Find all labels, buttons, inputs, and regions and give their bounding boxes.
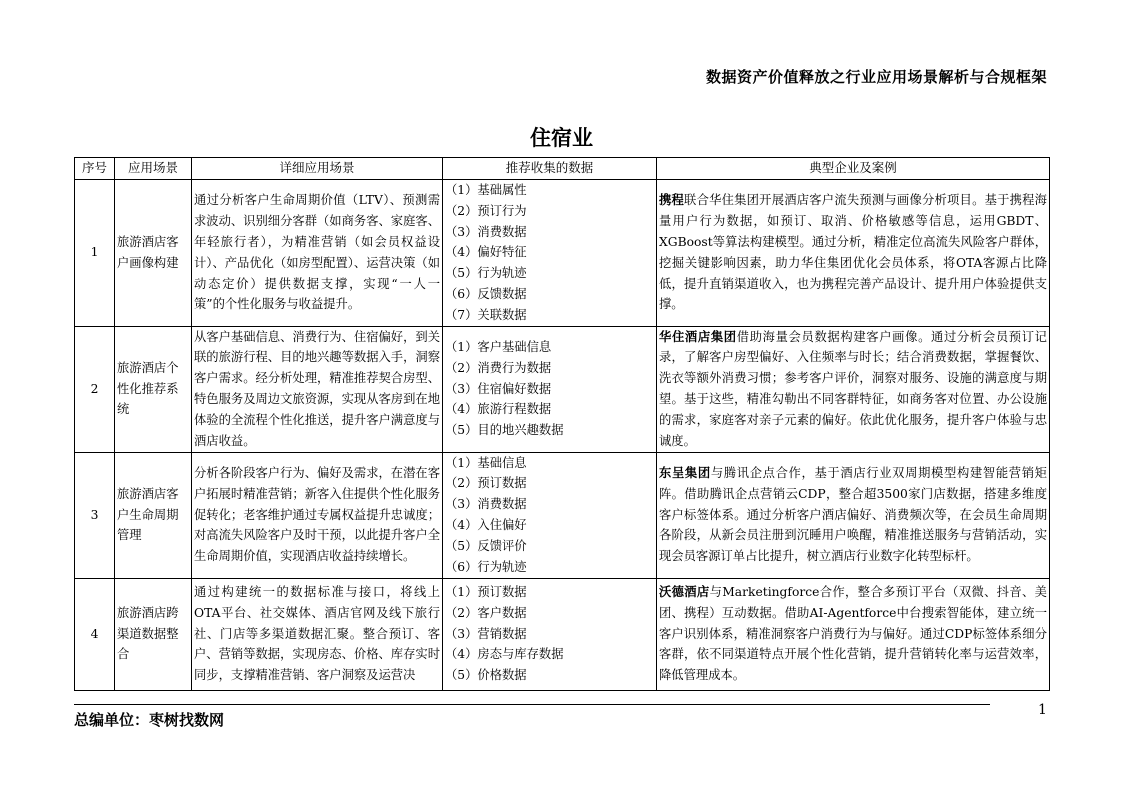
- case-text: 借助海量会员数据构建客户画像。通过分析会员预订记录，了解客户房型偏好、入住频率与时长；结合消费数据，掌握餐饮、洗衣等额外消费习惯；参考客户评价，洞察对服务、设施的满意度与期望。基于这些，精准勾勒出不同客群特征，如商务客对位置、办公设施的需求，家庭客对亲子元素的偏好。依此优化服务，提升客户体验与忠诚度。: [659, 329, 1047, 448]
- row-scene: 旅游酒店个性化推荐系统: [115, 326, 192, 452]
- data-item: （2）消费行为数据: [445, 360, 552, 375]
- data-item: （5）行为轨迹: [445, 266, 527, 281]
- company-name: 东呈集团: [659, 465, 711, 481]
- document-title: 住宿业: [530, 126, 593, 150]
- data-item: （7）关联数据: [445, 307, 527, 322]
- column-header-detail: 详细应用场景: [192, 158, 443, 180]
- case-text: 与腾讯企点合作，基于酒店行业双周期模型构建智能营销矩阵。借助腾讯企点营销云CDP，整合超3500家门店数据，搭建多维度客户标签体系。通过分析客户酒店偏好、消费频次等，在会员生命周期各阶段，从新会员注册到沉睡用户唤醒，精准推送服务与营销活动，实现会员客源订单占比提升，树立酒店行业数字化转型标杆。: [659, 466, 1047, 564]
- column-header-seq: 序号: [75, 158, 115, 180]
- table-row: [75, 326, 1050, 452]
- application-scenario-table: [74, 157, 1050, 691]
- data-item: （4）旅游行程数据: [445, 402, 552, 417]
- footer-editor: [74, 709, 224, 730]
- row-seq: 2: [75, 326, 115, 452]
- data-item: （3）消费数据: [445, 224, 527, 239]
- company-name: 沃德酒店: [659, 584, 710, 600]
- table-row: [75, 180, 1050, 327]
- table-row: [75, 452, 1050, 578]
- data-item: （1）预订数据: [445, 585, 527, 600]
- header-title: 数据资产价值释放之行业应用场景解析与合规框架: [705, 68, 1047, 86]
- row-cases: [657, 180, 1050, 327]
- row-data-list: [443, 452, 657, 578]
- data-item: （3）营销数据: [445, 626, 527, 641]
- data-item: （4）偏好特征: [445, 245, 527, 260]
- data-item: （5）反馈评价: [445, 538, 527, 553]
- row-data-list: [443, 326, 657, 452]
- data-item: （6）反馈数据: [445, 286, 527, 301]
- row-scene: 旅游酒店跨渠道数据整合: [115, 578, 192, 690]
- data-item: （2）预订行为: [445, 203, 527, 218]
- row-cases: [657, 452, 1050, 578]
- data-item: （2）客户数据: [445, 605, 527, 620]
- data-item: （5）价格数据: [445, 668, 527, 683]
- row-data-list: [443, 578, 657, 690]
- row-scene: 旅游酒店客户画像构建: [115, 180, 192, 327]
- data-item: （1）客户基础信息: [445, 340, 552, 355]
- row-seq: 1: [75, 180, 115, 327]
- column-header-data: 推荐收集的数据: [443, 158, 657, 180]
- row-scene: 旅游酒店客户生命周期管理: [115, 452, 192, 578]
- data-item: （3）住宿偏好数据: [445, 381, 552, 396]
- table-row: [75, 578, 1050, 690]
- footer-unit-name: 枣树找数网: [149, 711, 225, 729]
- row-cases: [657, 578, 1050, 690]
- case-text: 与Marketingforce合作，整合多预订平台（双微、抖音、美团、携程）互动数据。借助AI-Agentforce中台搜索智能体，建立统一客户识别体系，精准洞察客户消费行为与偏好。通过CDP标签体系细分客群，依不同渠道特点开展个性化营销，提升营销转化率与运营效率，降低管理成本。: [659, 585, 1047, 683]
- row-detail: 分析各阶段客户行为、偏好及需求，在潜在客户拓展时精准营销；新客入住提供个性化服务促转化；老客维护通过专属权益提升忠诚度；对高流失风险客户及时干预，以此提升客户全生命周期价值，实现酒店收益持续增长。: [192, 452, 443, 578]
- company-name: 携程: [659, 192, 685, 208]
- data-item: （1）基础信息: [445, 455, 527, 470]
- case-text: 联合华住集团开展酒店客户流失预测与画像分析项目。基于携程海量用户行为数据，如预订、取消、价格敏感等信息，运用GBDT、XGBoost等算法构建模型。通过分析，精准定位高流失风险客户群体，挖掘关键影响因素，助力华住集团优化会员体系，将OTA客源占比降低，提升直销渠道收入，也为携程完善产品设计、提升用户体验提供支撑。: [659, 193, 1047, 312]
- data-item: （4）入住偏好: [445, 518, 527, 533]
- footer-unit-label: 总编单位：: [74, 711, 150, 729]
- row-detail: 从客户基础信息、消费行为、住宿偏好，到关联的旅游行程、目的地兴趣等数据入手，洞察客户需求。经分析处理，精准推荐契合房型、特色服务及周边文旅资源，实现从客房到在地体验的全流程个性化推送，提升客户满意度与酒店收益。: [192, 326, 443, 452]
- column-header-scene: 应用场景: [115, 158, 192, 180]
- row-seq: 3: [75, 452, 115, 578]
- column-header-cases: 典型企业及案例: [657, 158, 1050, 180]
- data-item: （4）房态与库存数据: [445, 647, 564, 662]
- data-item: （2）预订数据: [445, 476, 527, 491]
- company-name: 华住酒店集团: [659, 328, 737, 344]
- row-detail: 通过分析客户生命周期价值（LTV）、预测需求波动、识别细分客群（如商务客、家庭客、年轻旅行者），为精准营销（如会员权益设计）、产品优化（如房型配置）、运营决策（如动态定价）提供数据支撑，实现“一人一策”的个性化服务与收益提升。: [192, 180, 443, 327]
- data-item: （1）基础属性: [445, 183, 527, 197]
- row-seq: 4: [75, 578, 115, 690]
- table-header-row: [75, 158, 1050, 180]
- data-item: （6）行为轨迹: [445, 559, 527, 574]
- data-item: （5）目的地兴趣数据: [445, 423, 564, 438]
- row-detail: 通过构建统一的数据标准与接口，将线上OTA平台、社交媒体、酒店官网及线下旅行社、门店等多渠道数据汇聚。整合预订、客户、营销等数据，实现房态、价格、库存实时同步，支撑精准营销、客户洞察及运营决: [192, 578, 443, 690]
- row-data-list: [443, 180, 657, 327]
- page-number: 1: [1038, 702, 1047, 718]
- row-cases: [657, 326, 1050, 452]
- data-item: （3）消费数据: [445, 497, 527, 512]
- footer-divider: [74, 704, 990, 705]
